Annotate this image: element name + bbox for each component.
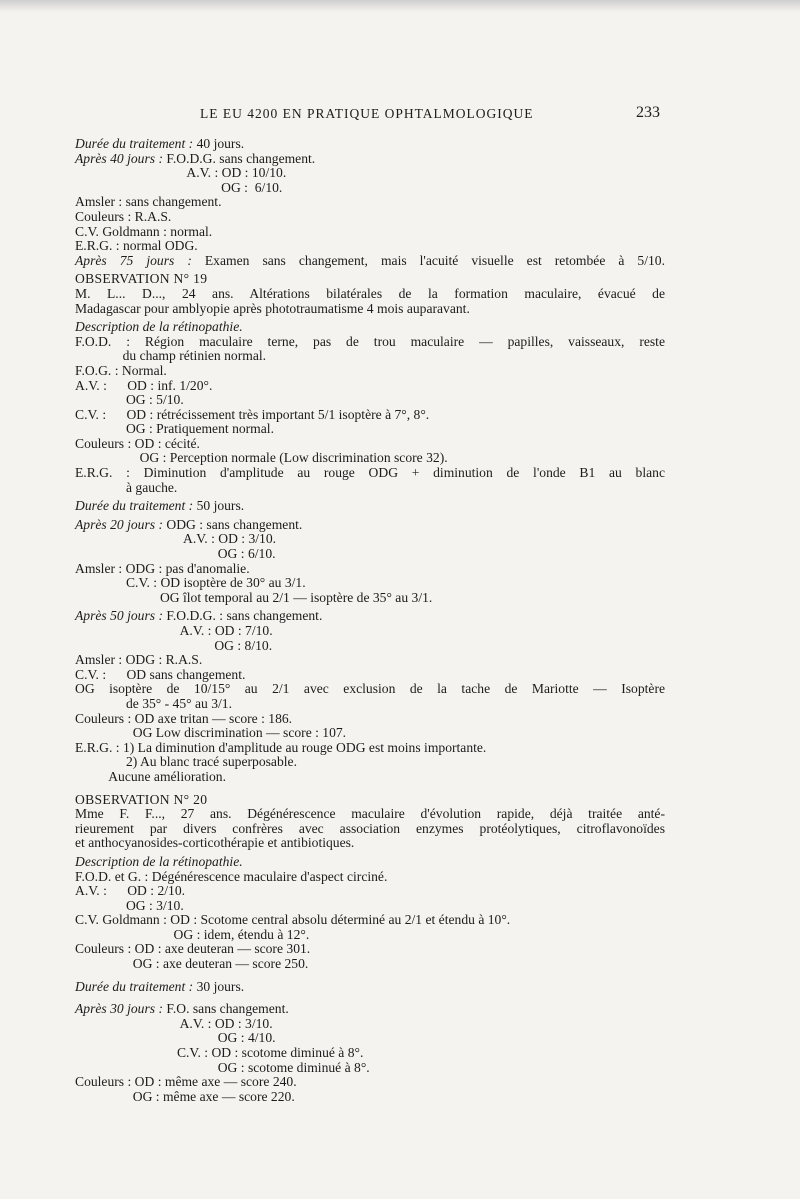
text-line: OG : 8/10. [75, 637, 273, 653]
text-line: OG isoptère de 10/15° au 2/1 avec exclusion de la tache de Mariotte — Isoptère [75, 681, 665, 697]
text-line: Description de la rétinopathie. [75, 853, 243, 869]
line-text: 30 jours. [193, 978, 245, 994]
text-line: OG : 6/10. [75, 179, 283, 195]
italic-lead: Durée du traitement : [75, 978, 194, 994]
italic-lead: Après 30 jours : [75, 1001, 163, 1017]
text-line: OG : 4/10. [75, 1030, 276, 1046]
text-line [75, 980, 665, 995]
italic-lead: Après 50 jours : [75, 608, 163, 624]
text-line: C.V. : OD isoptère de 30° au 3/1. [75, 575, 306, 591]
text-line: A.V. : OD : 3/10. [75, 531, 277, 547]
text-line [75, 518, 665, 533]
text-line: A.V. : OD : inf. 1/20°. [75, 377, 213, 393]
text-line: C.V. : OD : rétrécissement très important 5/1 isoptère à 7°, 8°. [75, 406, 430, 422]
text-line: OG : 6/10. [75, 546, 276, 562]
line-text: Examen sans changement, mais l'acuité visuelle est retombée à 5/10. [191, 252, 665, 268]
text-line: C.V. : OD sans changement. [75, 666, 246, 682]
text-line: OG : 5/10. [75, 392, 184, 408]
line-text: F.O.D.G. : sans changement. [162, 608, 323, 624]
text-line: OG : axe deuteran — score 250. [75, 956, 309, 972]
line-text: 40 jours. [193, 136, 245, 151]
italic-lead: Après 75 jours : [75, 252, 192, 268]
text-line: OG : Pratiquement normal. [75, 421, 274, 437]
text-line: OG : même axe — score 220. [75, 1088, 295, 1104]
line-text: ODG : sans changement. [162, 516, 303, 532]
text-line: Amsler : ODG : pas d'anomalie. [75, 560, 250, 576]
text-line [75, 254, 665, 269]
text-line: E.R.G. : normal ODG. [75, 238, 198, 254]
text-line: Amsler : sans changement. [75, 194, 222, 210]
text-line: Couleurs : OD axe tritan — score : 186. [75, 710, 293, 726]
text-line: OG : Perception normale (Low discrimination score 32). [75, 450, 448, 466]
text-line: F.O.G. : Normal. [75, 362, 167, 378]
text-line: Couleurs : OD : axe deuteran — score 301. [75, 941, 311, 957]
text-line: Aucune amélioration. [75, 768, 227, 784]
text-line: de 35° - 45° au 3/1. [75, 695, 232, 711]
text-line: M. L... D..., 24 ans. Altérations bilatérales de la formation maculaire, évacué de [75, 285, 665, 301]
text-line [75, 152, 665, 167]
text-line: Couleurs : R.A.S. [75, 208, 172, 224]
italic-lead: Durée du traitement : [75, 498, 194, 514]
text-line: Couleurs : OD : même axe — score 240. [75, 1074, 297, 1090]
text-line: Description de la rétinopathie. [75, 319, 243, 335]
line-text: F.O.D.G. sans changement. [162, 150, 316, 166]
page-header [0, 104, 800, 128]
text-line [75, 499, 665, 514]
text-line: C.V. Goldmann : normal. [75, 223, 213, 239]
text-line [75, 609, 665, 624]
text-line: du champ rétinien normal. [75, 348, 267, 364]
text-line: F.O.D. : Région maculaire terne, pas de trou maculaire — papilles, vaisseaux, reste [75, 333, 665, 349]
page-body [75, 137, 665, 1104]
text-line: F.O.D. et G. : Dégénérescence maculaire d'aspect circiné. [75, 868, 388, 884]
text-line: et anthocyanosides-corticothérapie et antibiotiques. [75, 835, 355, 851]
text-line: C.V. Goldmann : OD : Scotome central absolu déterminé au 2/1 et étendu à 10°. [75, 912, 511, 928]
text-line: 2) Au blanc tracé superposable. [75, 754, 297, 770]
text-line: OG îlot temporal au 2/1 — isoptère de 35° au 3/1. [75, 589, 433, 605]
italic-lead: Après 40 jours : [75, 150, 163, 166]
text-line: OG : 3/10. [75, 897, 184, 913]
text-line: rieurement par divers confrères avec association enzymes protéolytiques, citroflavonoïdes [75, 820, 665, 836]
page-top-edge [0, 0, 800, 12]
text-line: A.V. : OD : 10/10. [75, 165, 287, 181]
running-title: LE EU 4200 EN PRATIQUE OPHTALMOLOGIQUE [200, 106, 534, 121]
text-line: A.V. : OD : 3/10. [75, 1015, 273, 1031]
italic-lead: Durée du traitement : [75, 136, 194, 151]
text-line: OG Low discrimination — score : 107. [75, 725, 347, 741]
text-line: Couleurs : OD : cécité. [75, 435, 200, 451]
text-line [75, 1002, 665, 1017]
text-line: Madagascar pour amblyopie après phototraumatisme 4 mois auparavant. [75, 300, 470, 316]
italic-lead: Après 20 jours : [75, 516, 163, 532]
observation-heading: OBSERVATION N° 20 [75, 791, 208, 807]
text-line: Mme F. F..., 27 ans. Dégénérescence maculaire d'évolution rapide, déjà traitée anté- [75, 806, 665, 822]
text-line: OG : scotome diminué à 8°. [75, 1059, 370, 1075]
text-line: à gauche. [75, 479, 178, 495]
observation-heading: OBSERVATION N° 19 [75, 271, 208, 287]
page-number: 233 [636, 104, 660, 121]
text-line [75, 137, 665, 152]
text-line: C.V. : OD : scotome diminué à 8°. [75, 1045, 364, 1061]
text-line: A.V. : OD : 2/10. [75, 883, 186, 899]
text-line: OG : idem, étendu à 12°. [75, 926, 310, 942]
text-line: Amsler : ODG : R.A.S. [75, 652, 203, 668]
text-line: E.R.G. : Diminution d'amplitude au rouge ODG + diminution de l'onde B1 au blanc [75, 465, 665, 481]
text-line: E.R.G. : 1) La diminution d'amplitude au rouge ODG est moins importante. [75, 739, 487, 755]
text-line: A.V. : OD : 7/10. [75, 623, 273, 638]
line-text: F.O. sans changement. [162, 1001, 289, 1017]
line-text: 50 jours. [193, 498, 245, 514]
